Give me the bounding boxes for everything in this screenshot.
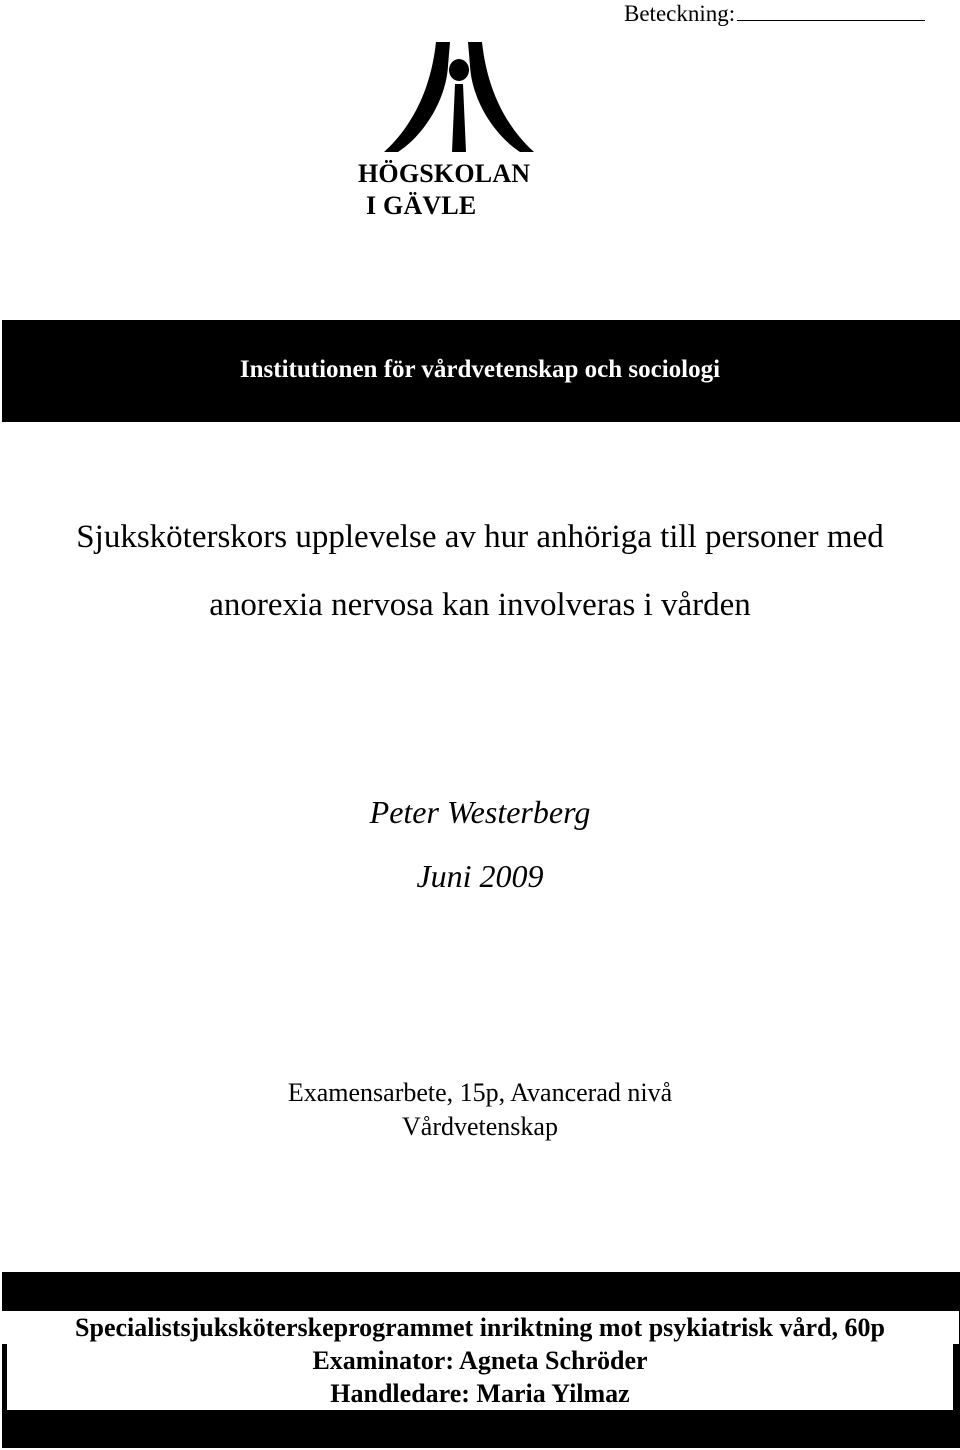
beteckning-field — [624, 0, 925, 28]
thesis-title-line-2: anorexia nervosa kan involveras i vården — [209, 587, 751, 623]
thesis-title-line-1: Sjuksköterskors upplevelse av hur anhöriga till personer med — [76, 519, 884, 555]
beteckning-blank-line — [737, 0, 925, 21]
handledare: Handledare: Maria Yilmaz — [7, 1377, 953, 1410]
program-name: Specialistsjuksköterskeprogrammet inriktning mot psykiatrisk vård, 60p — [1, 1311, 959, 1344]
beteckning-label: Beteckning: — [624, 1, 736, 26]
hogskolan-i-gavle-logo-icon — [384, 40, 534, 152]
exam-subject: Vårdvetenskap — [402, 1112, 558, 1141]
author-date: Juni 2009 — [416, 858, 544, 894]
examinator: Examinator: Agneta Schröder — [7, 1344, 953, 1377]
logo-line-1: HÖGSKOLAN — [358, 159, 531, 188]
exam-type: Examensarbete, 15p, Avancerad nivå — [287, 1078, 673, 1107]
author-name: Peter Westerberg — [369, 794, 591, 830]
footer-text — [0, 1311, 960, 1410]
institution-name: Institutionen för vårdvetenskap och sociologi — [239, 356, 721, 383]
logo-wordmark — [358, 158, 530, 222]
author-block — [0, 780, 960, 908]
thesis-title — [0, 503, 960, 639]
exam-block — [0, 1076, 960, 1144]
logo-line-2: I GÄVLE — [366, 191, 477, 220]
